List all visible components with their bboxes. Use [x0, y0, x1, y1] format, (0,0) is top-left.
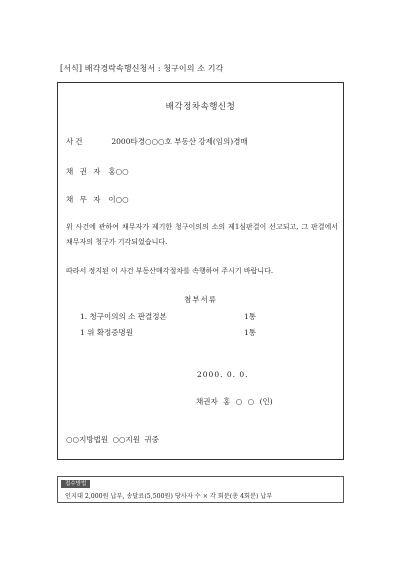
- debtor-label: 채 무 자: [66, 195, 103, 204]
- case-row: [66, 136, 248, 147]
- case-label: 사건: [66, 137, 85, 146]
- filing-note: [57, 476, 344, 503]
- creditor-label: 채 권 자: [66, 167, 103, 176]
- form-caption: [서식] 배각경락속행신청서 : 청구이의 소 기각: [60, 64, 224, 73]
- filing-note-badge: 접수방법: [61, 480, 90, 488]
- filing-note-text: 인지대 2,000원 납부, 송달료(5,500원) 당사자 수 × 각 회분(총 4회분) 납부: [65, 493, 273, 500]
- court-addressee: ○○지방법원 ○○지원 귀중: [66, 435, 159, 444]
- filing-date: 2000. 0. 0.: [197, 370, 249, 379]
- application-form: [57, 82, 344, 460]
- attachment-item-1: 1. 청구이의의 소 판결정본: [80, 312, 167, 321]
- signer-line: 채권자 홍 ○ ○ (인): [196, 397, 273, 406]
- form-title: 배각정차속행신청: [165, 102, 236, 112]
- case-value: 2000타경○○○호 부동산 강제(임의)경매: [111, 137, 248, 146]
- debtor-row: [66, 194, 129, 205]
- attachments-title: 첨부서류: [184, 295, 217, 304]
- body-paragraph-2: 따라서 정지된 이 사건 부동산매각절차를 속행하여 주시기 바랍니다.: [66, 267, 274, 275]
- attachment-count-2: 1통: [244, 328, 257, 337]
- body-paragraph-1: 위 사건에 관하여 채무자가 제기한 청구이의의 소의 제1심판결이 선고되고, 그 판결에서 채무자의 청구가 기각되었습니다.: [66, 223, 338, 246]
- attachment-item-2: 1 위 확정증명원: [80, 328, 134, 337]
- creditor-row: [66, 166, 129, 177]
- debtor-value: 이○○: [108, 195, 129, 204]
- attachment-count-1: 1통: [244, 312, 257, 321]
- creditor-value: 홍○○: [108, 167, 129, 176]
